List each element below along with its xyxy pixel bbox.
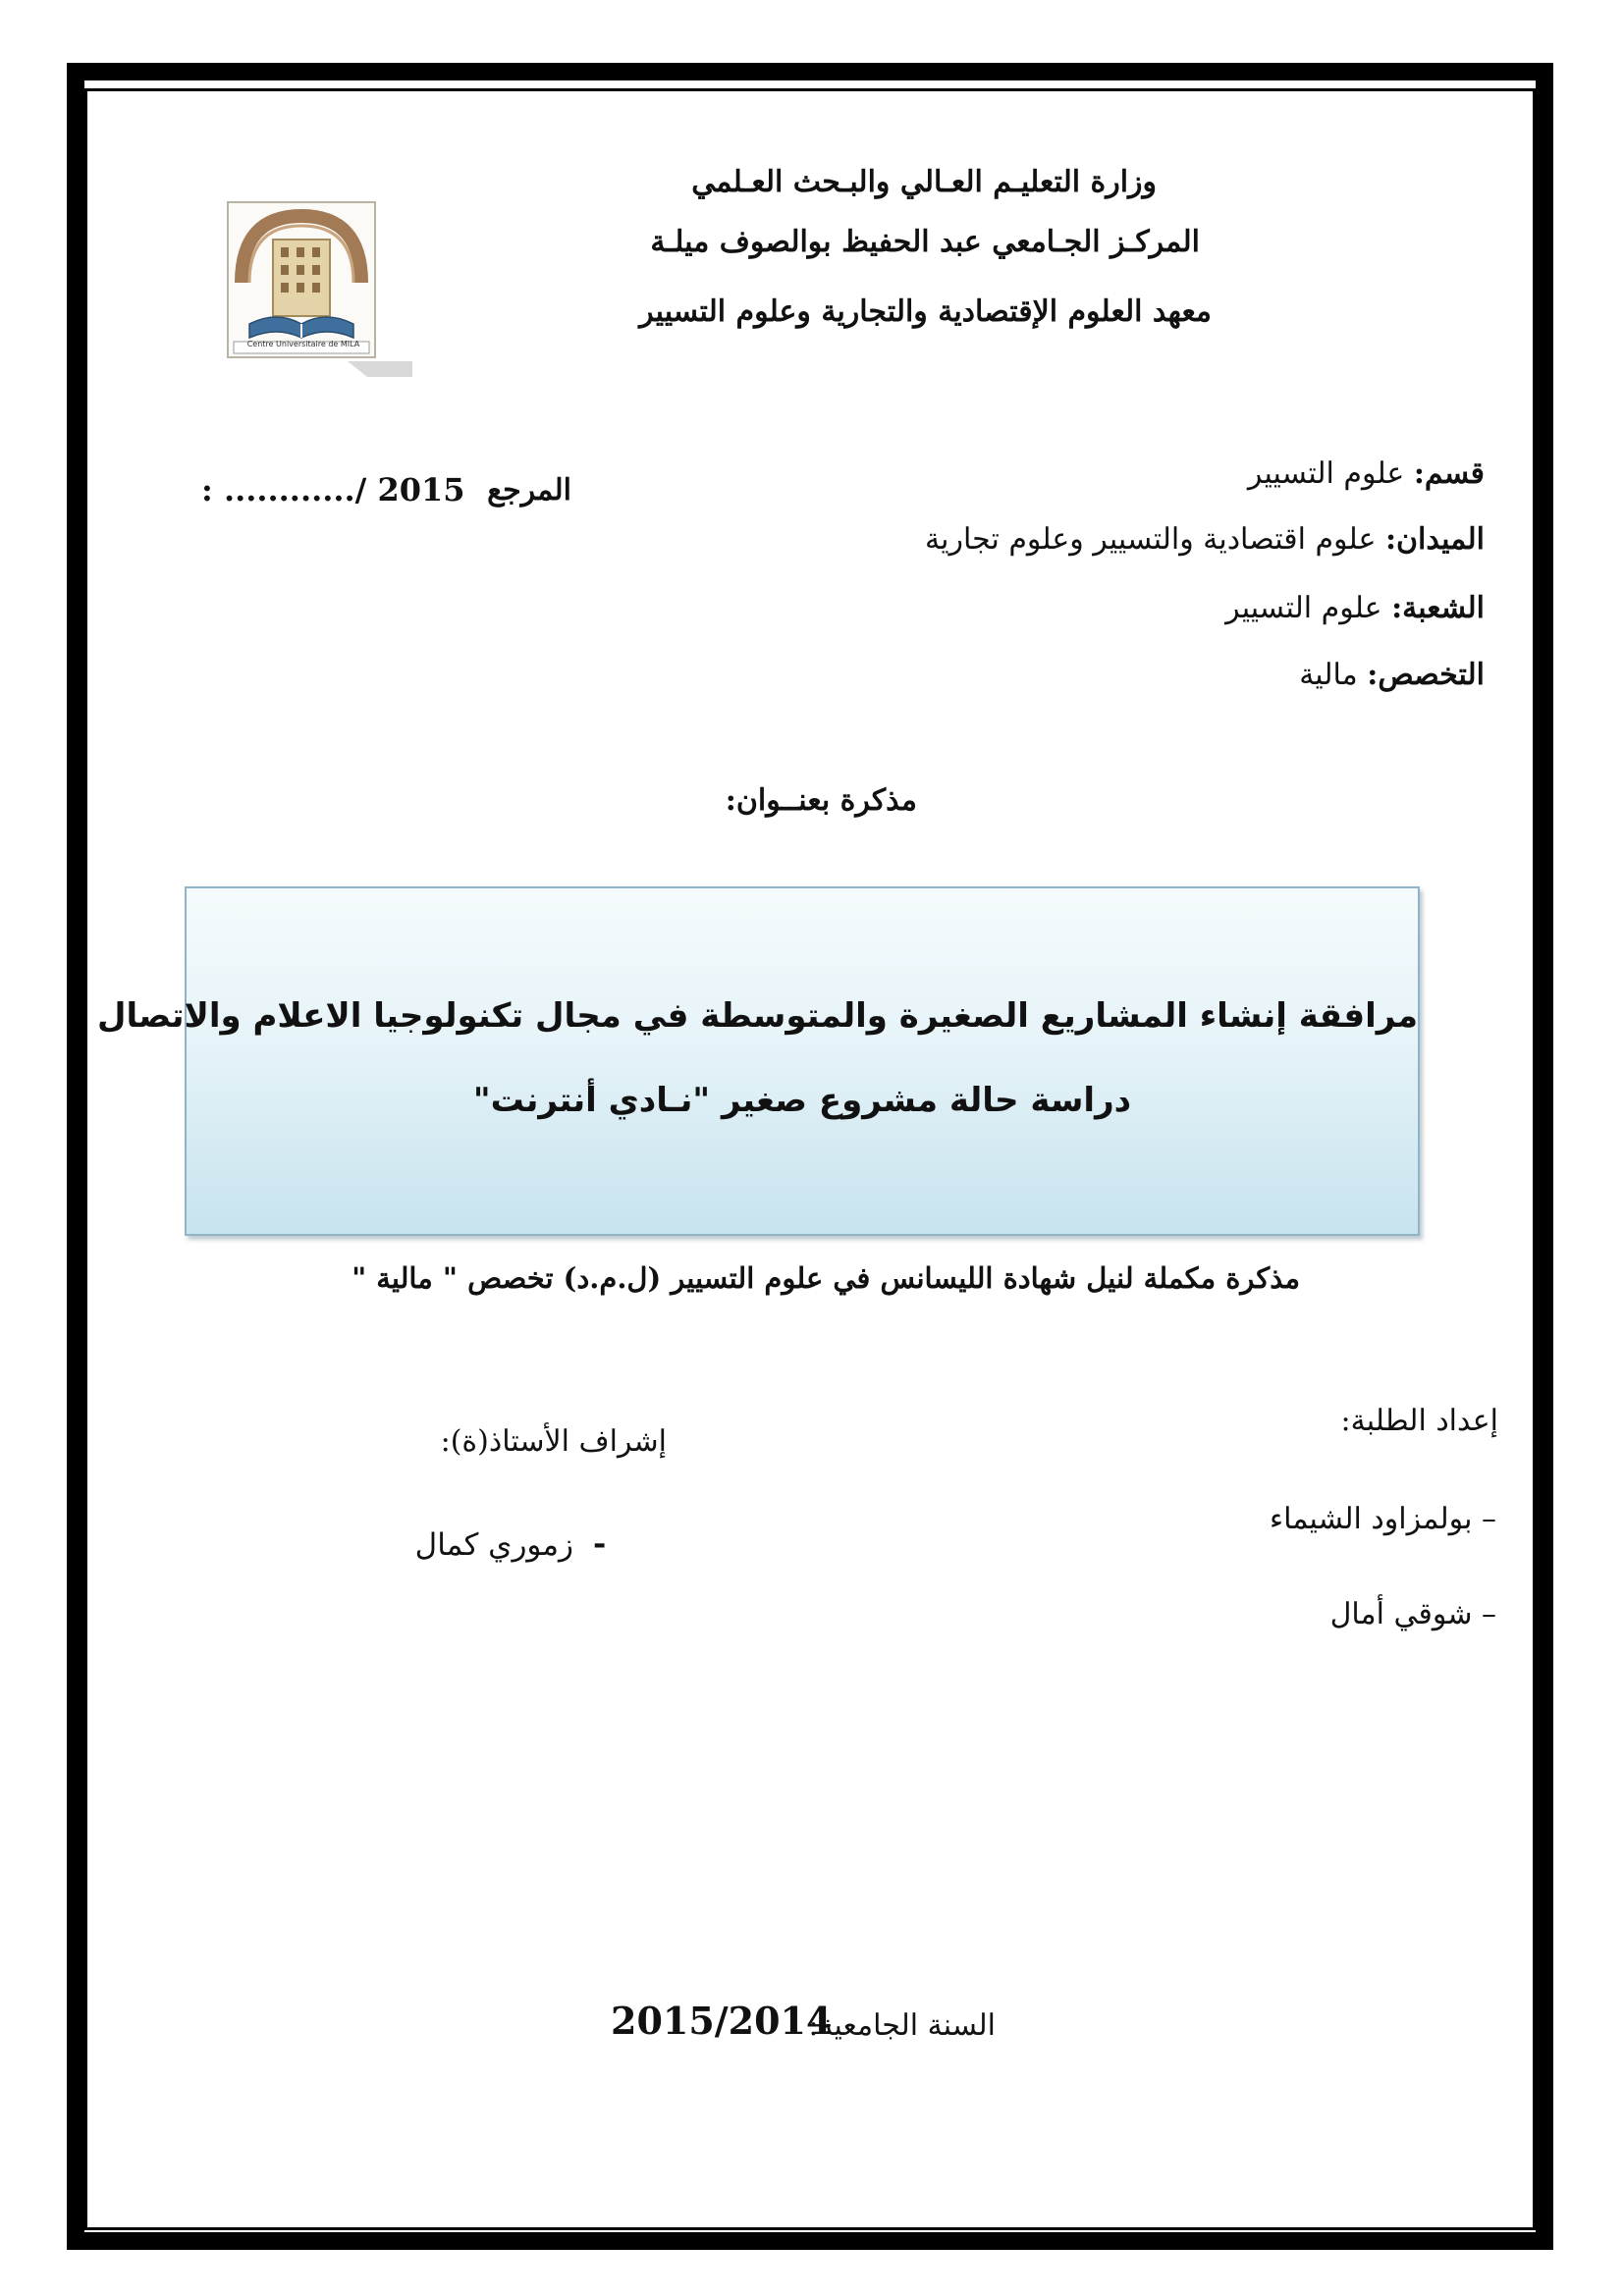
center-line: المركـز الجـامعي عبد الحفيظ بوالصوف ميلـة: [650, 225, 1200, 259]
institute-line: معهد العلوم الإقتصادية والتجارية وعلوم التسيير: [639, 294, 1212, 329]
branch-line: [1225, 591, 1485, 625]
branch-value: علوم التسيير: [1225, 591, 1382, 625]
reference-value: : ............/ 2015: [201, 471, 465, 508]
thesis-title-line2: دراسة حالة مشروع صغير "نـادي أنترنت": [472, 1081, 1132, 1120]
field-label: الميدان:: [1384, 522, 1485, 557]
student-item: – بولمزاود الشيماء: [1269, 1502, 1496, 1536]
department-line: [1248, 456, 1485, 491]
supervisor-name: زموري كمال: [414, 1527, 573, 1563]
specialty-label: التخصص:: [1367, 658, 1485, 692]
specialty-line: [1299, 658, 1485, 692]
supervisor-label: إشراف الأستاذ(ة):: [440, 1424, 667, 1459]
specialty-value: مالية: [1299, 658, 1358, 692]
academic-year-value: 2015/2014: [611, 1999, 833, 2043]
department-value: علوم التسيير: [1247, 456, 1405, 491]
thesis-title-box: [96, 886, 1420, 1236]
thesis-subtitle: مذكرة مكملة لنيل شهادة الليسانس في علوم التسيير (ل.م.د) تخصص " مالية ": [352, 1261, 1300, 1295]
branch-label: الشعبة:: [1391, 591, 1485, 625]
field-line: [925, 522, 1485, 557]
field-value: علوم اقتصادية والتسيير وعلوم تجارية: [925, 522, 1377, 557]
academic-year-label: السنة الجامعية:: [808, 2008, 996, 2043]
department-label: قسم:: [1413, 456, 1485, 491]
thesis-title-line1: مرافقة إنشاء المشاريع الصغيرة والمتوسطة في مجال تكنولوجيا الاعلام والاتصال: [96, 996, 1418, 1036]
supervisor-dash: -: [593, 1524, 607, 1562]
students-label: إعداد الطلبة:: [1340, 1404, 1498, 1438]
logo-caption: Centre Universitaire de MILA: [246, 340, 360, 348]
university-logo: [220, 194, 412, 377]
ministry-line: وزارة التعليـم العـالي والبـحث العـلمي: [691, 165, 1157, 199]
university-building-logo-icon: [220, 194, 412, 377]
reference-label: المرجع: [487, 473, 571, 507]
student-item: – شوقي أمال: [1329, 1597, 1496, 1631]
memo-heading: مذكرة بعنــوان:: [725, 783, 917, 818]
